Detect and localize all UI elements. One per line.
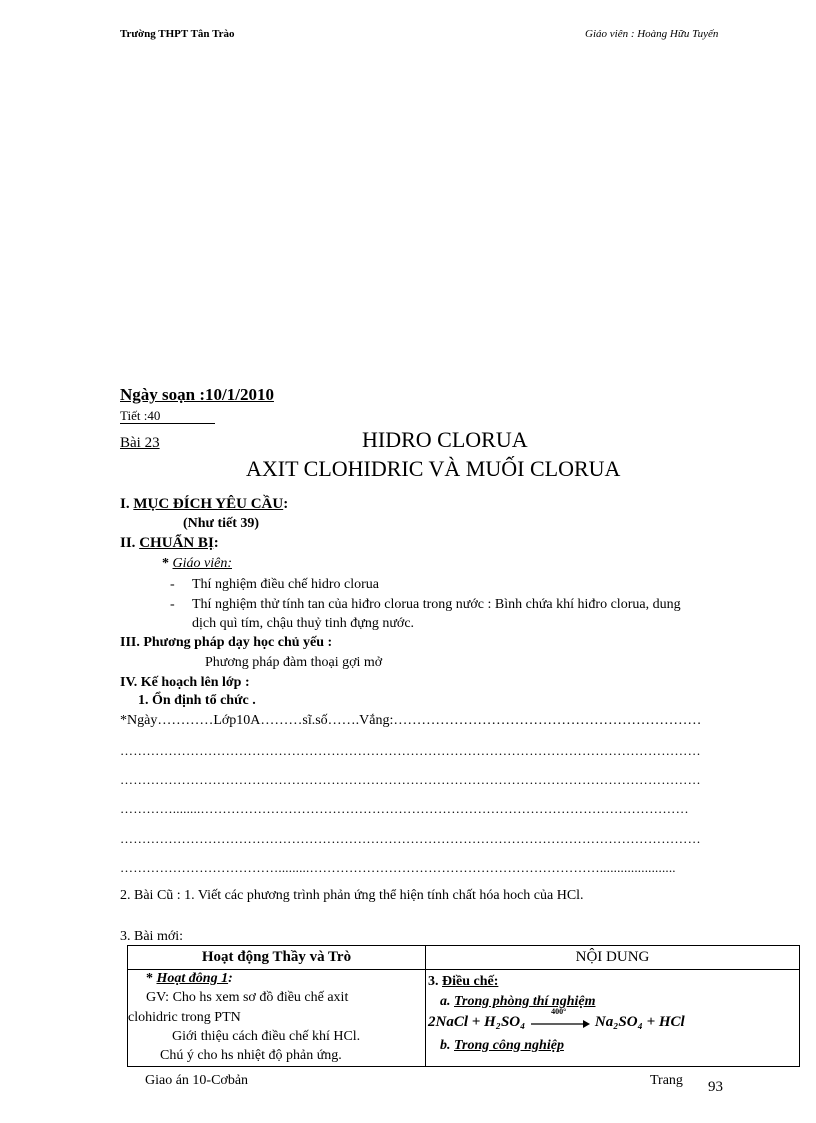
old-lesson: 2. Bài Cũ : 1. Viết các phương trình phản ứng thể hiện tính chất hóa hoch của HCl. <box>120 888 584 903</box>
prep-date: Ngày soạn :10/1/2010 <box>120 385 274 404</box>
reaction-condition: 400° <box>551 1006 567 1016</box>
equation-reactants: 2NaCl + H₂SO₄ <box>428 1014 526 1030</box>
prep-item-1: Thí nghiệm điều chế hidro clorua <box>192 577 379 592</box>
arrow-icon <box>529 1016 591 1030</box>
table-row <box>128 970 800 1067</box>
school-name: Trường THPT Tân Trào <box>120 28 235 40</box>
prep-item-2-line-1: Thí nghiệm thử tính tan của hiđro clorua trong nước : Bình chứa khí hiđro clorua, dung <box>192 597 681 612</box>
sub-a <box>440 994 595 1010</box>
table-header-row <box>128 946 800 970</box>
content-heading <box>428 974 498 990</box>
page-number: 93 <box>708 1079 723 1095</box>
activity-line-2: clohidric trong PTN <box>128 1010 241 1025</box>
section-1-heading <box>120 496 288 513</box>
footer-trang: Trang <box>650 1073 683 1088</box>
content-heading-number: 3. <box>428 974 442 989</box>
content-cell <box>426 970 800 1067</box>
prep-item-1-dash: - <box>170 577 175 592</box>
activity-line-1: GV: Cho hs xem sơ đồ điều chế axit <box>146 990 349 1005</box>
period: Tiết :40 <box>120 408 161 423</box>
col-header-activities: Hoạt động Thầy và Trò <box>128 946 426 970</box>
period-underline <box>120 423 215 424</box>
activity-heading <box>146 971 233 987</box>
section-1-title: MỤC ĐÍCH YÊU CẦU <box>133 496 284 512</box>
section-3-heading: III. Phương pháp dạy học chủ yếu : <box>120 635 333 650</box>
reaction-equation <box>428 1006 685 1031</box>
section-4-heading: IV. Kế hoạch lên lớp : <box>120 675 250 690</box>
teacher-prep-title: Giáo viên: <box>172 556 232 571</box>
activity-colon: : <box>228 971 233 986</box>
section-2-number: II. <box>120 535 140 551</box>
lesson-number: Bài 23 <box>120 435 160 451</box>
footer-left: Giao án 10-Cơbản <box>145 1073 249 1088</box>
teacher-name: Giáo viên : Hoàng Hữu Tuyến <box>585 28 719 40</box>
lesson-title-2: AXIT CLOHIDRIC VÀ MUỐI CLORUA <box>246 456 621 481</box>
sub-a-title: Trong phòng thí nghiệm <box>454 994 596 1009</box>
teacher-prep-star: * <box>162 556 173 571</box>
reaction-arrow <box>529 1006 591 1030</box>
content-heading-title: Điều chế: <box>442 974 499 989</box>
activity-line-3: Giới thiệu cách điều chế khí HCl. <box>172 1029 361 1044</box>
sub-b <box>440 1038 564 1054</box>
prep-item-2-dash: - <box>170 597 175 612</box>
dotted-line-3: …………........………………………………………………………………………………………………… <box>120 801 689 816</box>
dotted-line-1: …………………………………………………………………………………………………………………… <box>120 743 701 758</box>
sub-a-label: a. <box>440 994 454 1009</box>
section-1-note: (Như tiết 39) <box>183 516 260 531</box>
lesson-table <box>127 945 800 1067</box>
section-4-sub-1: 1. Ổn định tổ chức . <box>138 693 256 708</box>
section-3-body: Phương pháp đàm thoại gợi mở <box>205 655 383 670</box>
section-2-title: CHUẨN BỊ <box>139 535 214 551</box>
teacher-prep-label <box>162 556 232 572</box>
section-2-heading <box>120 535 219 552</box>
col-header-content: NỘI DUNG <box>426 946 800 970</box>
section-1-colon: : <box>283 496 289 512</box>
equation-products: Na₂SO₄ + HCl <box>594 1014 685 1030</box>
lesson-title-1: HIDRO CLORUA <box>362 427 528 452</box>
attendance-line: *Ngày…………Lớp10A………sĩ.số…….Vắng:………………………………………………………… <box>120 713 702 728</box>
dotted-line-2: …………………………………………………………………………………………………………………… <box>120 772 701 787</box>
activity-title: Hoạt đông 1 <box>156 971 229 986</box>
section-2-colon: : <box>213 535 219 551</box>
sub-b-label: b. <box>440 1038 454 1053</box>
activity-star: * <box>146 971 157 986</box>
activities-cell <box>128 970 426 1067</box>
sub-b-title: Trong công nghiệp <box>454 1038 564 1053</box>
activity-line-4: Chú ý cho hs nhiệt độ phản ứng. <box>160 1048 342 1063</box>
dotted-line-5: ……………………………….........…………………………………………………………...................... <box>120 860 676 875</box>
prep-item-2-line-2: dịch quì tím, chậu thuỷ tinh đựng nước. <box>192 616 415 631</box>
new-lesson: 3. Bài mới: <box>120 929 184 944</box>
section-1-number: I. <box>120 496 134 512</box>
dotted-line-4: …………………………………………………………………………………………………………………… <box>120 831 701 846</box>
